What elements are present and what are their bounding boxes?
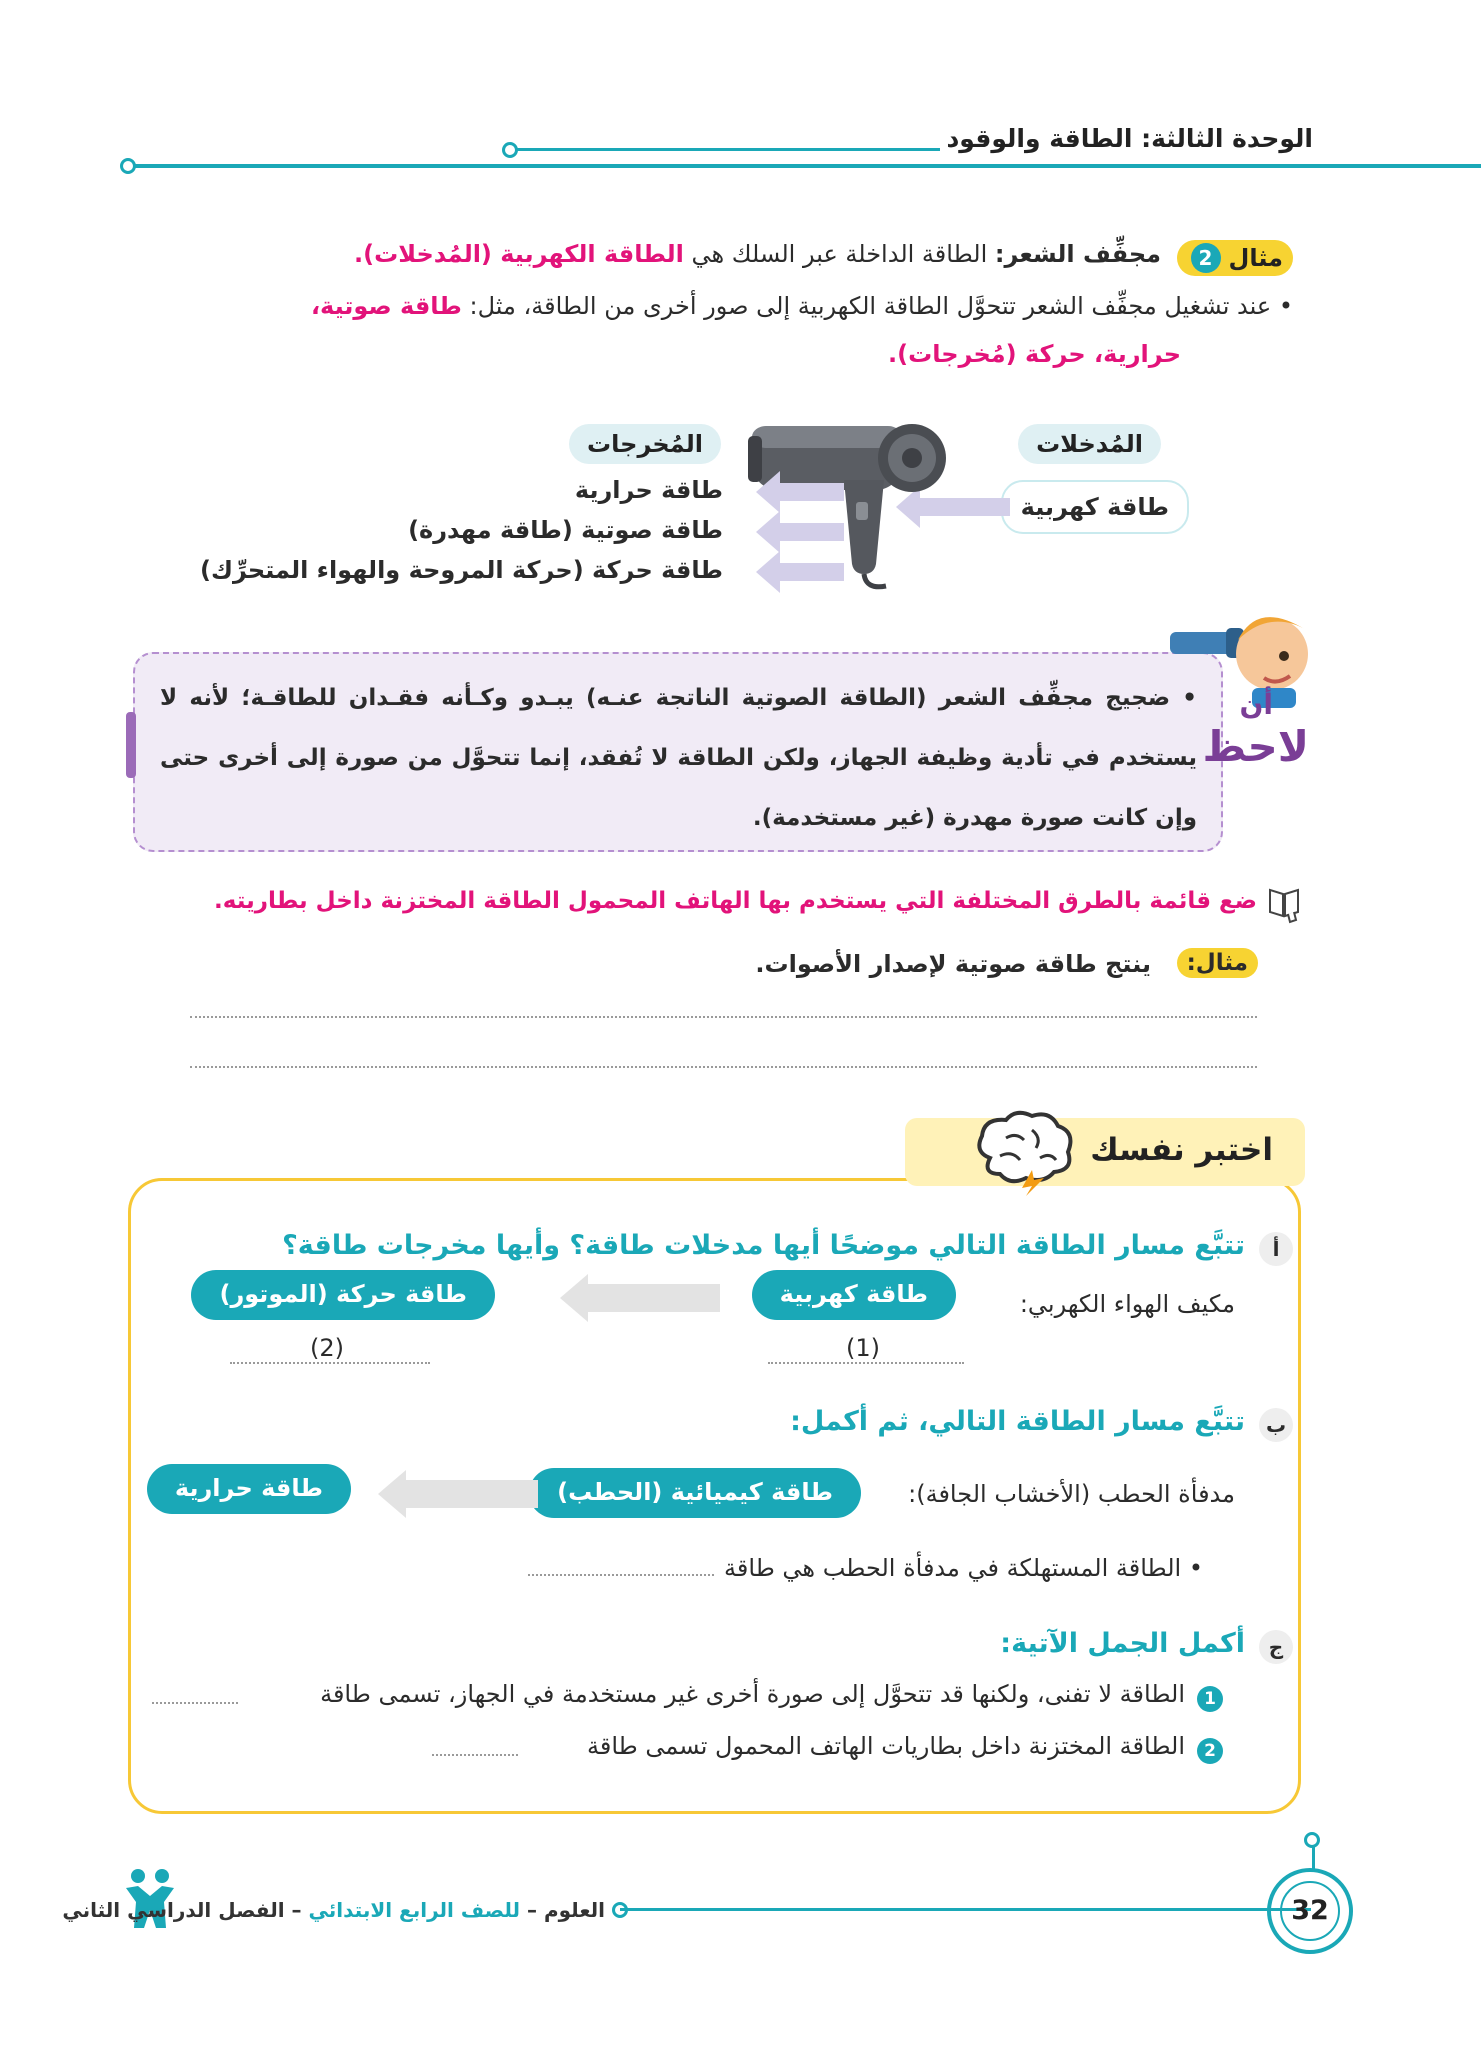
question-c-letter: ج [1259,1630,1293,1664]
task-instruction: ضع قائمة بالطرق المختلفة التي يستخدم بها الهاتف المحمول الطاقة المختزنة داخل بطاريته. [214,888,1257,914]
answer-line [190,1066,1257,1068]
output-item: طاقة حركة (حركة المروحة والهواء المتحرِّك) [200,556,723,584]
example-text: الطاقة الداخلة عبر السلك هي [691,240,988,268]
answer-blank-1[interactable] [768,1362,964,1364]
output-arrow-1 [778,483,844,501]
task-example-text: ينتج طاقة صوتية لإصدار الأصوات. [755,950,1151,978]
output-arrow-2 [778,523,844,541]
question-b-bullet: • الطاقة المستهلكة في مدفأة الحطب هي طاقة [724,1554,1203,1582]
task-example-badge: مثال: [1177,948,1258,978]
header-rule-dot [502,142,518,158]
output-item: طاقة صوتية (طاقة مهدرة) [408,516,723,544]
example-bullet-highlight: طاقة صوتية، [310,292,462,320]
item-number-1: 1 [1197,1686,1223,1712]
input-energy-box: طاقة كهربية [1001,480,1189,534]
answer-blank-3[interactable] [528,1574,714,1576]
output-item: طاقة حرارية [574,476,723,504]
answer-blank-4[interactable] [152,1702,238,1704]
example-line-2 [311,292,1293,320]
note-label-bottom: لاحظ [1202,722,1309,771]
note-tab [126,712,136,778]
question-a-heading: تتبَّع مسار الطاقة التالي موضحًا أيها مدخلات طاقة؟ وأيها مخرجات طاقة؟ [282,1230,1245,1261]
answer-line [190,1016,1257,1018]
note-text: • ضجيج مجفِّف الشعر (الطاقة الصوتية الناتجة عنـه) يبـدو وكـأنه فقـدان للطاقـة؛ لأنه لا يستخدم في تأدية وظيفة الجهاز، ولكن الطاقة لا تُفقد، إنما تتحوَّل من صورة إلى أخرى حتى وإن كانت صورة مهدرة (غير مستخدمة). [160,685,1197,831]
question-a-device: مكيف الهواء الكهربي: [1019,1290,1235,1318]
header-rule-top [510,148,940,151]
page-number: 32 [1280,1881,1340,1941]
item-number-2: 2 [1197,1738,1223,1764]
question-b-output-pill: طاقة حرارية [147,1464,351,1514]
example-line-3: حرارية، حركة (مُخرجات). [888,340,1181,368]
page-ring-stem-dot [1304,1832,1320,1848]
header-rule-end-dot [120,158,136,174]
answer-blank-2[interactable] [230,1362,430,1364]
header-rule [128,164,1481,168]
outputs-label: المُخرجات [569,424,721,464]
brain-icon [970,1108,1080,1196]
question-b-letter: ب [1259,1408,1293,1442]
answer-blank-5[interactable] [432,1754,518,1756]
example-line-1 [354,240,1161,268]
footer-text [62,1898,605,1922]
example-number: 2 [1191,243,1221,273]
footer-subject: العلوم – [527,1898,605,1922]
unit-title: الوحدة الثالثة: الطاقة والوقود [946,124,1313,153]
inputs-label: المُدخلات [1018,424,1161,464]
question-b-arrow [404,1480,538,1508]
question-c-heading: أكمل الجمل الآتية: [1000,1628,1245,1659]
example-highlight: الطاقة الكهربية (المُدخلات). [354,240,684,268]
answer-blank-2-label: (2) [310,1334,345,1362]
output-arrow-3 [778,563,844,581]
book-hand-icon [1266,884,1302,924]
test-yourself-title: اختبر نفسك [1090,1132,1273,1168]
answer-blank-1-label: (1) [846,1334,881,1362]
question-c-item-1: الطاقة لا تفنى، ولكنها قد تتحوَّل إلى صورة أخرى غير مستخدمة في الجهاز، تسمى طاقة [320,1680,1185,1708]
footer-rule [620,1908,1311,1911]
question-a-output-pill: طاقة حركة (الموتور) [191,1270,495,1320]
question-a-letter: أ [1259,1232,1293,1266]
note-label-top: أن [1239,688,1273,721]
example-badge-label: مثال [1228,244,1283,272]
question-a-input-pill: طاقة كهربية [752,1270,956,1320]
example-bullet: • عند تشغيل مجفِّف الشعر تتحوَّل الطاقة الكهربية إلى صور أخرى من الطاقة، مثل: [469,292,1293,320]
question-b-input-pill: طاقة كيميائية (الحطب) [529,1468,861,1518]
question-c-item-2: الطاقة المختزنة داخل بطاريات الهاتف المحمول تسمى طاقة [587,1732,1185,1760]
footer-grade: للصف الرابع الابتدائي [308,1898,521,1922]
footer-term: – الفصل الدراسي الثاني [62,1898,302,1922]
example-title: مجفِّف الشعر: [994,240,1161,268]
question-a-arrow [586,1284,720,1312]
example-badge [1177,240,1294,276]
question-b-heading: تتبَّع مسار الطاقة التالي، ثم أكمل: [790,1406,1245,1437]
question-b-device: مدفأة الحطب (الأخشاب الجافة): [908,1480,1235,1508]
